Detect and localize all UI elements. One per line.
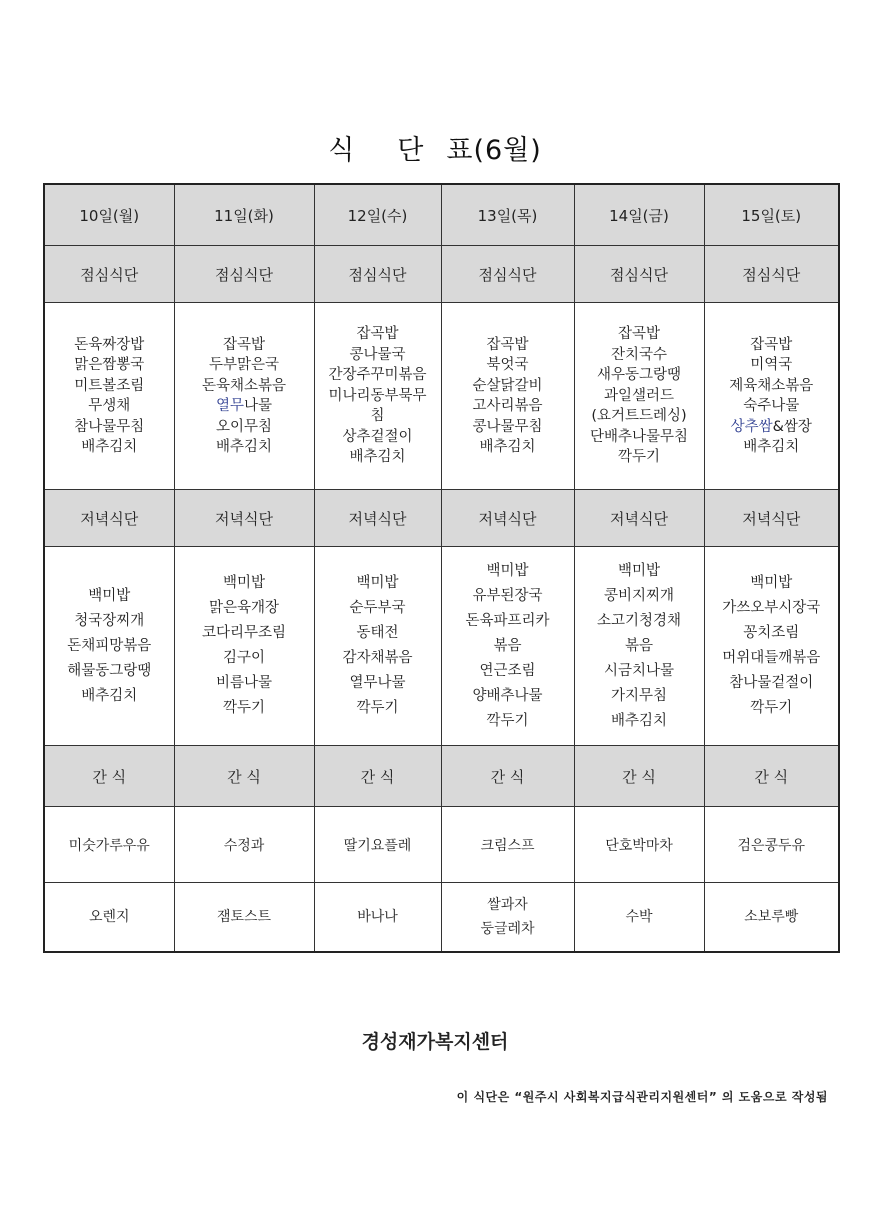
snack-cell: 수정과 — [174, 807, 314, 883]
day-header: 12일(수) — [314, 184, 441, 246]
menu-item: 콩비지찌개 — [603, 587, 675, 604]
menu-item: 양배추나물 — [472, 687, 543, 704]
menu-item: 참나물겉절이 — [729, 675, 814, 691]
snack-label: 간 식 — [441, 746, 574, 807]
dinner-label: 저녁식단 — [441, 490, 574, 547]
day-header: 15일(토) — [704, 184, 839, 246]
snack-cell: 단호박마차 — [574, 807, 704, 883]
menu-item: 미역국 — [750, 357, 793, 373]
menu-item: 둥글레차 — [480, 921, 535, 937]
menu-item-rest: 나물 — [244, 398, 273, 414]
menu-item: 볶음 — [624, 637, 653, 654]
menu-item: 연근조림 — [479, 662, 536, 679]
menu-item: 배추김치 — [81, 687, 138, 704]
menu-item: (요거트드레싱) — [591, 408, 687, 425]
day-header: 11일(화) — [174, 184, 314, 246]
menu-item: 배추김치 — [81, 439, 138, 455]
menu-item: 순살닭갈비 — [472, 377, 543, 394]
menu-item: 백미밥 — [356, 575, 399, 591]
menu-item: 백미밥 — [617, 562, 661, 579]
menu-item: 과일샐러드 — [603, 387, 675, 404]
menu-item: 잡곡밥 — [750, 336, 793, 353]
menu-item: 김구이 — [222, 650, 266, 666]
menu-item: 가쓰오부시장국 — [722, 600, 821, 616]
dinner-label: 저녁식단 — [44, 490, 174, 547]
menu-item: 소고기청경채 — [596, 612, 682, 629]
highlighted-text: 상추쌈 — [730, 418, 773, 435]
menu-item: 잡곡밥 — [222, 336, 266, 353]
menu-item: 배추김치 — [349, 449, 406, 466]
snack-label: 간 식 — [314, 746, 441, 807]
dinner-label: 저녁식단 — [704, 490, 839, 547]
day-header: 13일(목) — [441, 184, 574, 246]
lunch-label: 점심식단 — [314, 246, 441, 303]
menu-item: 새우동그랑땡 — [596, 367, 682, 384]
menu-item: 오렌지 — [88, 909, 130, 925]
snack-label-row — [44, 746, 839, 807]
menu-item: 상추겉절이 — [342, 428, 413, 445]
menu-item: 돈육채소볶음 — [201, 377, 287, 394]
snack-row-2 — [44, 883, 839, 953]
dinner-cell — [174, 547, 314, 746]
lunch-cell — [574, 303, 704, 490]
dinner-menu-row — [44, 547, 839, 746]
menu-item: 감자채볶음 — [342, 650, 413, 666]
menu-item: 순두부국 — [349, 600, 406, 616]
lunch-cell — [314, 303, 441, 490]
menu-item: 열무나물 — [349, 675, 406, 691]
menu-item — [177, 396, 312, 417]
lunch-label-row — [44, 246, 839, 303]
menu-item: 배추김치 — [610, 712, 668, 729]
menu-item: 북엇국 — [486, 357, 529, 373]
menu-item — [707, 417, 837, 438]
menu-item: 잡곡밥 — [486, 336, 529, 353]
menu-item: 잔치국수 — [610, 346, 668, 363]
menu-item: 동태전 — [356, 625, 399, 641]
snack-cell — [174, 883, 314, 953]
highlighted-text: 열무 — [215, 398, 244, 414]
menu-item: 유부된장국 — [472, 587, 543, 604]
snack-cell — [441, 883, 574, 953]
menu-item-rest: &쌈장 — [772, 418, 812, 435]
snack-cell: 검은콩두유 — [704, 807, 839, 883]
menu-item: 코다리무조림 — [201, 625, 287, 641]
snack-cell — [314, 883, 441, 953]
dinner-label: 저녁식단 — [314, 490, 441, 547]
lunch-label: 점심식단 — [704, 246, 839, 303]
snack-label: 간 식 — [174, 746, 314, 807]
menu-item: 미트볼조림 — [74, 377, 145, 394]
snack-cell — [704, 883, 839, 953]
menu-item: 잡곡밥 — [617, 326, 661, 343]
menu-item: 깍두기 — [486, 712, 529, 729]
menu-item: 돈육파프리카 — [465, 612, 550, 629]
snack-cell: 딸기요플레 — [314, 807, 441, 883]
snack-cell — [44, 883, 174, 953]
menu-item: 오이무침 — [215, 418, 273, 435]
lunch-menu-row — [44, 303, 839, 490]
menu-item: 무생채 — [88, 398, 131, 414]
menu-item: 청국장찌개 — [74, 612, 145, 629]
snack-cell: 미숫가루우유 — [44, 807, 174, 883]
day-header: 14일(금) — [574, 184, 704, 246]
snack-cell: 크림스프 — [441, 807, 574, 883]
title-part-1: 식 — [328, 135, 356, 166]
menu-item: 두부맑은국 — [208, 357, 280, 373]
dinner-cell — [574, 547, 704, 746]
menu-item: 돈육짜장밥 — [74, 336, 145, 353]
menu-item: 돈채피망볶음 — [67, 637, 152, 654]
lunch-label: 점심식단 — [44, 246, 174, 303]
menu-item: 제육채소볶음 — [729, 377, 814, 394]
menu-item: 볶음 — [493, 637, 522, 654]
menu-item: 백미밥 — [486, 562, 529, 579]
menu-item: 소보루빵 — [744, 909, 799, 925]
snack-row-1 — [44, 807, 839, 883]
dinner-cell — [314, 547, 441, 746]
menu-item: 콩나물국 — [349, 346, 406, 363]
dinner-label: 저녁식단 — [574, 490, 704, 547]
menu-item: 침 — [370, 408, 385, 425]
menu-item: 백미밥 — [750, 575, 793, 591]
menu-item: 숙주나물 — [743, 398, 800, 414]
menu-item: 쌀과자 — [487, 897, 528, 913]
menu-item: 간장주꾸미볶음 — [328, 367, 427, 384]
menu-item: 해물동그랑땡 — [67, 662, 152, 679]
dinner-label-row — [44, 490, 839, 547]
menu-item: 백미밥 — [222, 575, 266, 591]
menu-item: 머위대들깨볶음 — [722, 650, 821, 666]
title-part-2: 단 — [397, 135, 425, 166]
snack-label: 간 식 — [574, 746, 704, 807]
menu-item: 배추김치 — [743, 439, 800, 455]
menu-item: 시금치나물 — [603, 662, 675, 679]
menu-item: 잡곡밥 — [356, 326, 399, 343]
title-part-3: 표(6월) — [446, 135, 542, 166]
menu-item: 꽁치조림 — [743, 625, 800, 641]
menu-item: 배추김치 — [215, 439, 273, 455]
menu-item: 깍두기 — [222, 700, 266, 716]
menu-item: 고사리볶음 — [472, 398, 543, 414]
menu-item: 가지무침 — [610, 687, 668, 704]
menu-item: 깍두기 — [617, 449, 661, 466]
menu-item: 바나나 — [357, 909, 398, 925]
menu-item: 비름나물 — [215, 675, 273, 691]
menu-item: 배추김치 — [479, 439, 536, 455]
dinner-cell — [44, 547, 174, 746]
snack-label: 간 식 — [704, 746, 839, 807]
menu-item: 맑은짬뽕국 — [74, 357, 145, 373]
lunch-label: 점심식단 — [174, 246, 314, 303]
menu-table — [43, 183, 840, 953]
footnote: 이 식단은 “원주시 사회복지급식관리지원센터” 의 도움으로 작성됨 — [456, 1090, 828, 1104]
lunch-cell — [174, 303, 314, 490]
menu-item: 수박 — [625, 909, 653, 925]
menu-item: 단배추나물무침 — [589, 428, 689, 445]
day-header: 10일(월) — [44, 184, 174, 246]
menu-item: 깍두기 — [750, 700, 793, 716]
menu-item: 잼토스트 — [216, 909, 272, 925]
dinner-cell — [441, 547, 574, 746]
lunch-label: 점심식단 — [441, 246, 574, 303]
menu-item: 맑은육개장 — [208, 600, 280, 616]
dinner-label: 저녁식단 — [174, 490, 314, 547]
snack-label: 간 식 — [44, 746, 174, 807]
lunch-cell — [44, 303, 174, 490]
snack-cell — [574, 883, 704, 953]
center-name: 경성재가복지센터 — [361, 1031, 509, 1053]
lunch-cell — [441, 303, 574, 490]
dinner-cell — [704, 547, 839, 746]
lunch-cell — [704, 303, 839, 490]
date-header-row — [44, 184, 839, 246]
menu-item: 백미밥 — [88, 587, 131, 604]
page-title — [0, 128, 870, 167]
menu-item: 미나리동부묵무 — [328, 387, 427, 404]
menu-item: 콩나물무침 — [472, 418, 543, 435]
menu-item: 깍두기 — [356, 700, 399, 716]
menu-item: 참나물무침 — [74, 418, 145, 435]
lunch-label: 점심식단 — [574, 246, 704, 303]
